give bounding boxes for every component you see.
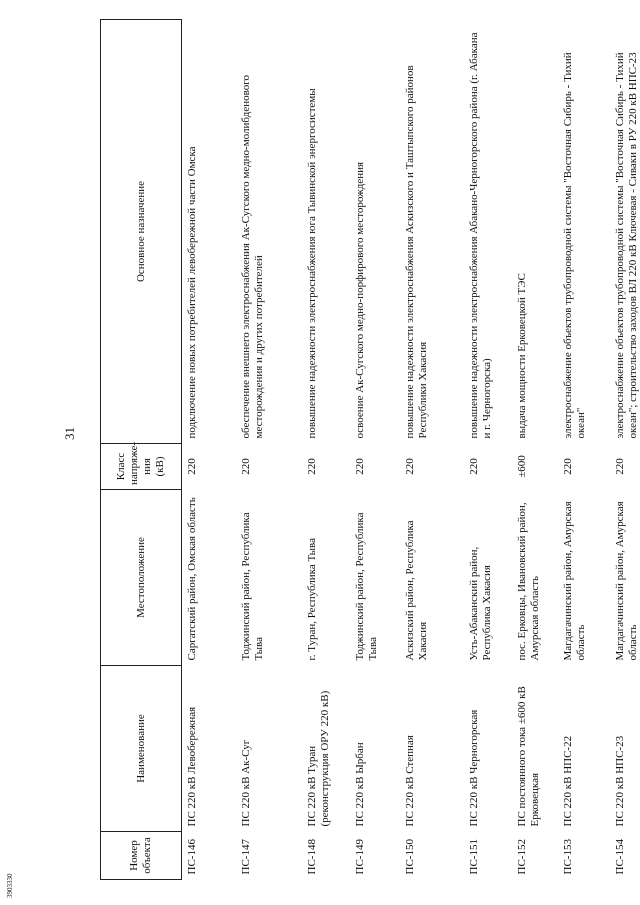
cell-voltage: 220: [404, 458, 416, 475]
header-location: Местоположение: [101, 490, 182, 666]
cell-name: ПС 220 кВ Туран (реконструкция ОРУ 220 кВ): [306, 690, 331, 827]
table-row: [558, 20, 610, 880]
cell-number: ПС-152: [516, 839, 528, 875]
cell-voltage: 220: [562, 458, 574, 475]
cell-voltage: 220: [240, 458, 252, 475]
header-number: Номер объекта: [101, 832, 182, 880]
header-name: Наименование: [101, 666, 182, 832]
cell-purpose: электроснабжение объектов трубопроводной системы "Восточная Сибирь - Тихий океан": [562, 52, 587, 439]
table-row: [464, 20, 512, 880]
cell-name: ПС 220 кВ Черногорская: [468, 709, 480, 827]
cell-voltage: 220: [354, 458, 366, 475]
cell-purpose: обеспечение внешнего электроснабжения Ак-Сугского медно-молибденового месторождения и других потребителей: [240, 75, 265, 439]
cell-number: ПС-149: [354, 839, 366, 875]
cell-name: ПС 220 кВ НПС-22: [562, 735, 574, 827]
cell-number: ПС-147: [240, 839, 252, 875]
rotated-table-wrapper: [100, 20, 639, 880]
table-row: [512, 20, 558, 880]
cell-number: ПС-146: [186, 839, 198, 875]
cell-number: ПС-151: [468, 839, 480, 875]
cell-location: Тоджинский район, Республика Тыва: [240, 512, 265, 661]
cell-number: ПС-150: [404, 839, 416, 875]
cell-location: Магдагачинский район, Амурская область: [614, 501, 639, 661]
cell-name: ПС 220 кВ Ак-Суг: [240, 739, 252, 827]
table-row: [182, 20, 237, 880]
cell-purpose: электроснабжение объектов трубопроводной системы "Восточная Сибирь - Тихий океан"; строительство заходов ВЛ 220 кВ Ключевая - Сиваки в РУ 220 кВ НПС-23: [614, 52, 639, 439]
cell-name: ПС 220 кВ Степная: [404, 735, 416, 827]
cell-voltage: 220: [186, 458, 198, 475]
table-row: [236, 20, 302, 880]
cell-purpose: повышение надежности электроснабжения Аскизского и Таштыпского районов Республики Хакасия: [404, 65, 429, 439]
cell-location: Аскизский район, Республика Хакасия: [404, 520, 429, 661]
cell-location: Саргатский район, Омская область: [186, 497, 198, 661]
cell-purpose: повышение надежности электроснабжения Абакано-Черногорского района (г. Абакана и г. Черногорска): [468, 32, 493, 439]
cell-voltage: ±600: [516, 455, 528, 478]
substations-table: [100, 19, 640, 880]
header-purpose: Основное назначение: [101, 20, 182, 444]
table-row: [350, 20, 400, 880]
cell-voltage: 220: [468, 458, 480, 475]
cell-location: Тоджинский район, Республика Тыва: [354, 512, 379, 661]
cell-name: ПС постоянного тока ±600 кВ Ерковецкая: [516, 686, 541, 827]
page-number: 31: [62, 427, 77, 440]
table-row: [610, 20, 640, 880]
footer-document-code: 3903330: [6, 873, 14, 898]
cell-location: пос. Ерковцы, Ивановский район, Амурская область: [516, 502, 541, 661]
cell-name: ПС 220 кВ Левобережная: [186, 706, 198, 827]
cell-number: ПС-154: [614, 839, 626, 875]
cell-location: Магдагачинский район, Амурская область: [562, 501, 587, 661]
cell-voltage: 220: [306, 458, 318, 475]
table-row: [302, 20, 350, 880]
cell-location: Усть-Абаканский район, Республика Хакасия: [468, 546, 493, 661]
header-voltage: Класс напряже-ния (кВ): [101, 444, 182, 490]
table-row: [400, 20, 464, 880]
cell-purpose: освоение Ак-Сугского медно-порфирового месторождения: [354, 161, 366, 439]
cell-number: ПС-148: [306, 839, 318, 875]
table-header-row: [101, 20, 182, 880]
cell-number: ПС-153: [562, 839, 574, 875]
cell-name: ПС 220 кВ НПС-23: [614, 735, 626, 827]
cell-purpose: выдача мощности Ерковецкой ТЭС: [516, 273, 528, 439]
cell-purpose: подключение новых потребителей левобережной части Омска: [186, 146, 198, 439]
cell-voltage: 220: [614, 458, 626, 475]
cell-location: г. Туран, Республика Тыва: [306, 538, 318, 661]
cell-purpose: повышение надежности электроснабжения юга Тывинской энергосистемы: [306, 88, 318, 439]
cell-name: ПС 220 кВ Ырбан: [354, 742, 366, 827]
